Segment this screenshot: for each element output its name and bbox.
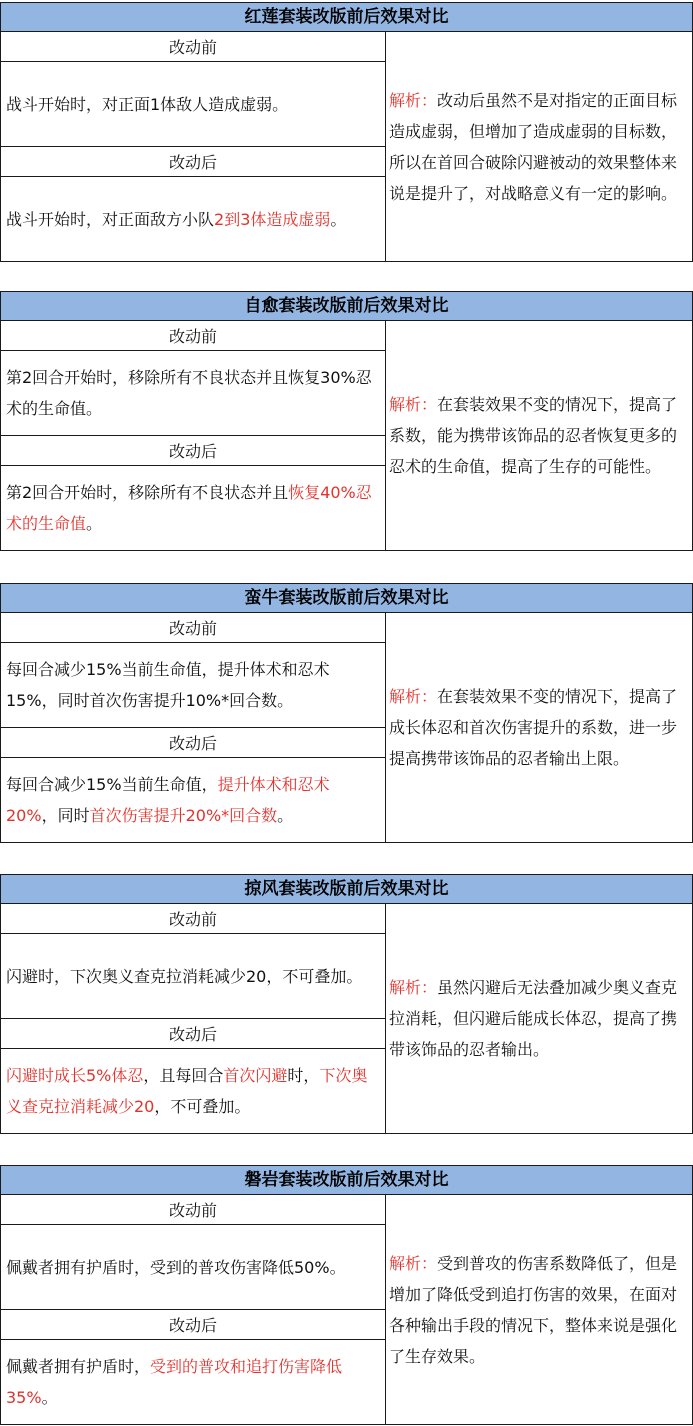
after-header: 改动后: [0, 147, 386, 177]
analysis-cell: [385, 613, 693, 843]
analysis-text: 在套装效果不变的情况下，提高了系数，能为携带该饰品的忍者恢复更多的忍术的生命值，提高了生存的可能性。: [389, 395, 678, 476]
text-run: 佩戴者拥有护盾时，: [6, 1357, 151, 1376]
highlight-text: 2到3体造成虚弱: [214, 209, 331, 229]
analysis-cell: [385, 904, 693, 1134]
before-text: [0, 62, 386, 147]
after-header: 改动后: [0, 1310, 386, 1340]
text-run: 战斗开始时，对正面1体敌人造成虚弱。: [6, 94, 289, 114]
text-run: 时，: [287, 1066, 320, 1085]
text-run: 。: [330, 209, 347, 229]
highlight-text: 恢复40%忍术的生命值: [6, 483, 372, 533]
after-header: 改动后: [0, 728, 386, 758]
analysis-label: 解析：: [389, 978, 438, 997]
after-text: [0, 177, 386, 262]
analysis-cell: [385, 321, 693, 551]
text-run: 第2回合开始时，移除所有不良状态并且: [6, 483, 289, 502]
after-header: 改动后: [0, 436, 386, 466]
highlight-text: 提升体术和忍术20%: [6, 775, 330, 825]
before-text: [0, 934, 386, 1019]
text-run: 。: [41, 1388, 58, 1407]
highlight-text: 首次闪避: [223, 1066, 288, 1085]
analysis-text: 受到普攻的伤害系数降低了，但是增加了降低受到追打伤害的效果，在面对各种输出手段的情况下，整体来说是强化了生存效果。: [389, 1253, 678, 1366]
section-title: 磐岩套装改版前后效果对比: [0, 1165, 693, 1195]
before-text: [0, 1225, 386, 1310]
before-text: [0, 351, 386, 436]
analysis-text: 虽然闪避后无法叠加减少奥义查克拉消耗，但闪避后能成长体忍，提高了携带该饰品的忍者输出。: [389, 978, 678, 1059]
section-title: 红莲套装改版前后效果对比: [0, 2, 693, 32]
highlight-text: 受到的普攻和追打伤害降低35%: [6, 1357, 343, 1407]
before-header: 改动前: [0, 321, 386, 351]
text-run: ，同时: [41, 806, 90, 825]
text-run: 战斗开始时，对正面敌方小队: [6, 209, 215, 229]
text-run: 。: [277, 806, 294, 825]
text-run: 每回合减少15%当前生命值，提升体术和忍术15%，同时首次伤害提升10%*回合数。: [6, 660, 330, 710]
analysis-text: 在套装效果不变的情况下，提高了成长体忍和首次伤害提升的系数，进一步提高携带该饰品的忍者输出上限。: [389, 687, 678, 768]
analysis-text: 改动后虽然不是对指定的正面目标造成虚弱，但增加了造成虚弱的目标数，所以在首回合破除闪避被动的效果整体来说是提升了，对战略意义有一定的影响。: [389, 90, 678, 203]
analysis-cell: [385, 32, 693, 262]
analysis-label: 解析：: [389, 1253, 438, 1273]
after-text: [0, 1340, 386, 1425]
section-title: 蛮牛套装改版前后效果对比: [0, 583, 693, 613]
before-header: 改动前: [0, 32, 386, 62]
text-run: 佩戴者拥有护盾时，受到的普攻伤害降低50%。: [6, 1257, 346, 1277]
text-run: 每回合减少15%当前生命值，: [6, 775, 218, 794]
before-header: 改动前: [0, 904, 386, 934]
after-text: [0, 466, 386, 551]
before-header: 改动前: [0, 1195, 386, 1225]
highlight-text: 首次伤害提升20%*回合数: [89, 806, 278, 825]
text-run: 。: [86, 514, 103, 533]
highlight-text: 闪避时成长5%体忍: [6, 1066, 144, 1085]
highlight-text: 下次奥义查克拉消耗减少20: [6, 1066, 368, 1116]
text-run: 第2回合开始时，移除所有不良状态并且恢复30%忍术的生命值。: [6, 368, 372, 418]
after-header: 改动后: [0, 1019, 386, 1049]
text-run: ，不可叠加。: [154, 1097, 251, 1116]
analysis-label: 解析：: [389, 687, 438, 706]
before-text: [0, 643, 386, 728]
analysis-cell: [385, 1195, 693, 1425]
analysis-label: 解析：: [389, 90, 438, 110]
analysis-label: 解析：: [389, 395, 438, 414]
after-text: [0, 1049, 386, 1134]
section-title: 掠风套装改版前后效果对比: [0, 874, 693, 904]
section-title: 自愈套装改版前后效果对比: [0, 291, 693, 321]
text-run: 闪避时，下次奥义查克拉消耗减少20，不可叠加。: [6, 966, 363, 986]
text-run: ，且每回合: [143, 1066, 224, 1085]
after-text: [0, 758, 386, 843]
before-header: 改动前: [0, 613, 386, 643]
